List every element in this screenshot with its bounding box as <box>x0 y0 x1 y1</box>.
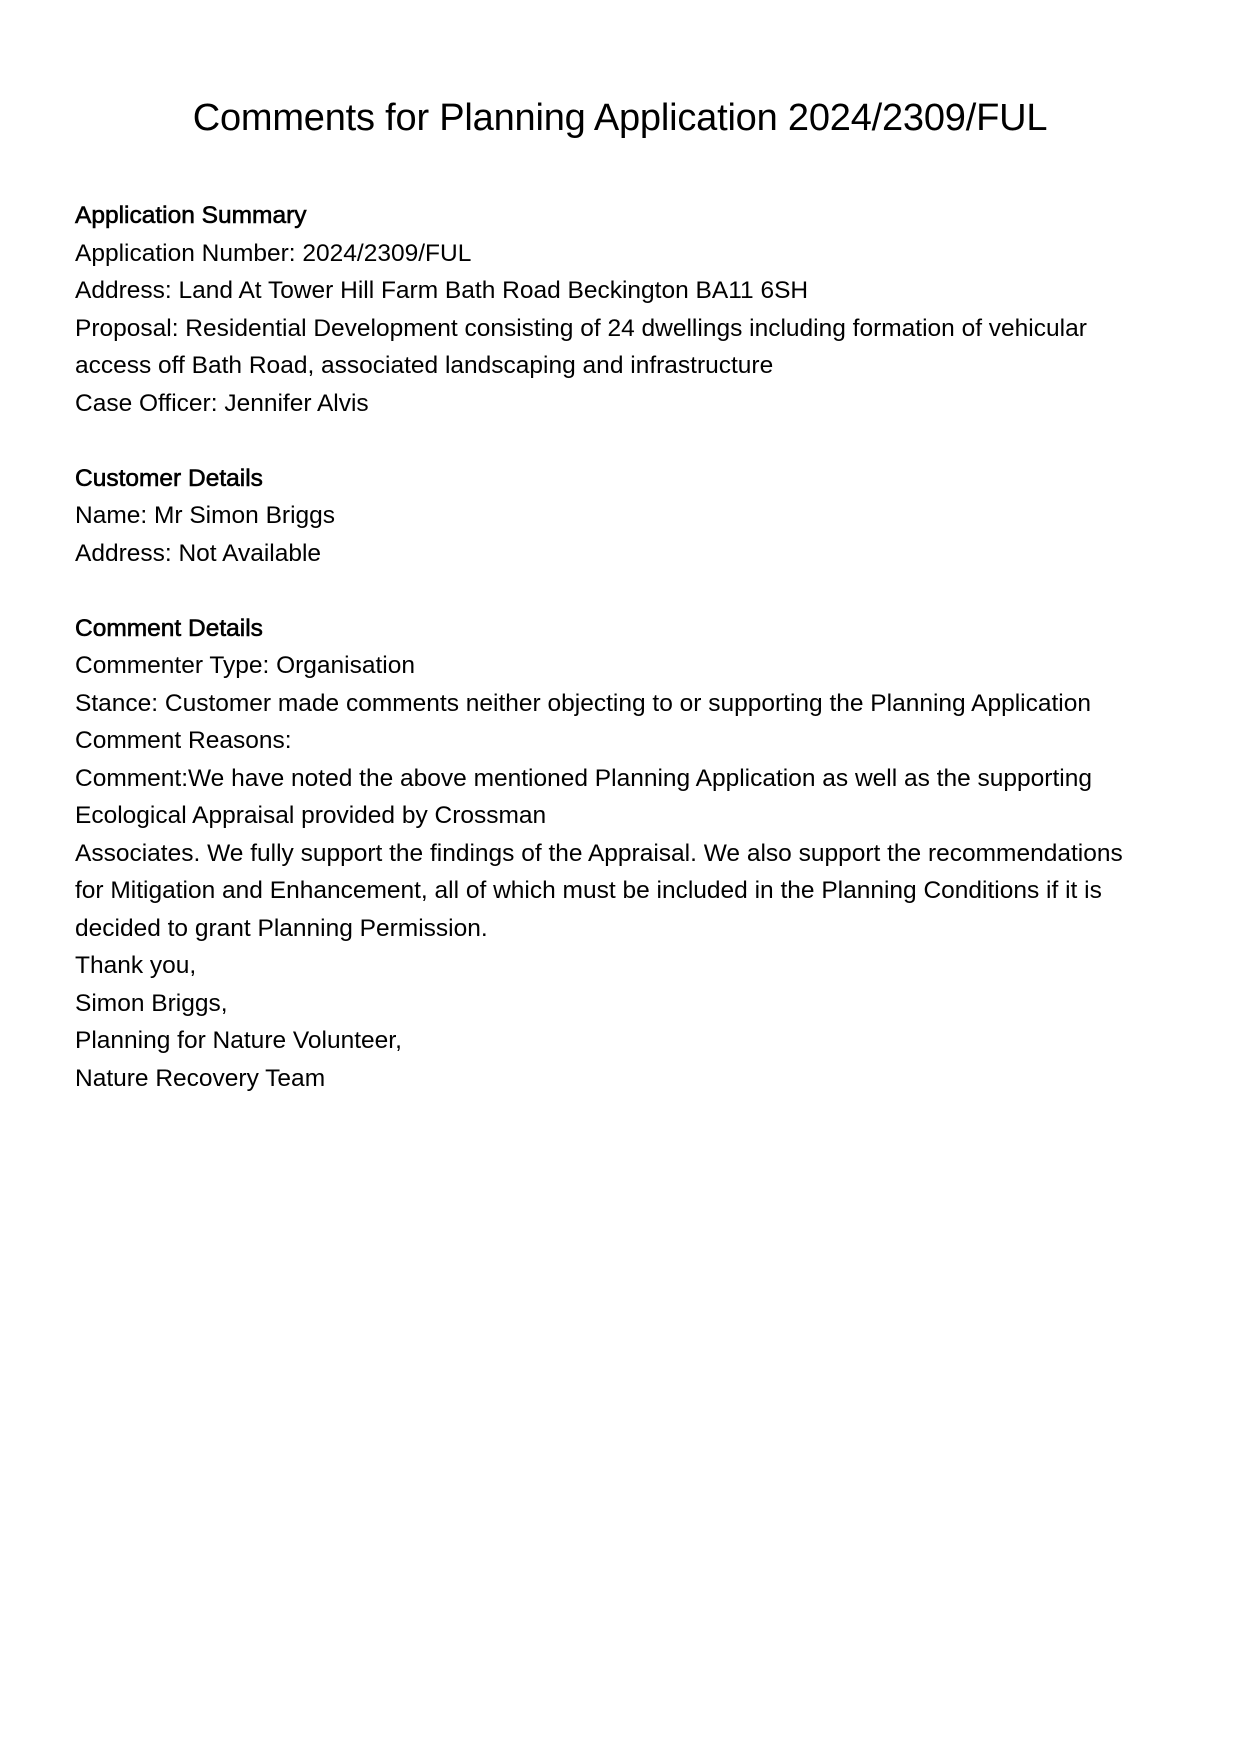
application-summary-section <box>75 197 1175 422</box>
comment-text-line: Ecological Appraisal provided by Crossman <box>75 802 547 829</box>
comment-text-line: Associates. We fully support the findings of the Appraisal. We also support the recommendations <box>75 839 1123 867</box>
document-body <box>75 197 1175 1097</box>
comment-details-section <box>75 610 1175 1098</box>
signatory-name-line: Simon Briggs, <box>75 989 228 1017</box>
proposal-line: Proposal: Residential Development consisting of 24 dwellings including formation of vehicular <box>75 314 1087 342</box>
application-summary-heading: Application Summary <box>75 202 307 229</box>
customer-details-heading: Customer Details <box>75 464 263 492</box>
signatory-team-line: Nature Recovery Team <box>75 1064 326 1092</box>
commenter-type-line: Commenter Type: Organisation <box>75 652 415 679</box>
comment-text-line: decided to grant Planning Permission. <box>75 914 488 942</box>
comment-details-heading: Comment Details <box>75 614 263 642</box>
comment-text-line: Comment:We have noted the above mentioned Planning Application as well as the supporting <box>75 764 1092 792</box>
case-officer-line: Case Officer: Jennifer Alvis <box>75 389 369 417</box>
stance-line: Stance: Customer made comments neither objecting to or supporting the Planning Application <box>75 689 1091 717</box>
customer-details-section <box>75 460 1175 573</box>
customer-address-line: Address: Not Available <box>75 539 322 567</box>
section-spacer <box>75 422 1175 460</box>
address-line: Address: Land At Tower Hill Farm Bath Road Beckington BA11 6SH <box>75 277 809 304</box>
sign-off-line: Thank you, <box>75 952 197 979</box>
document-title: Comments for Planning Application 2024/2309/FUL <box>192 97 1048 139</box>
comment-reasons-line: Comment Reasons: <box>75 727 292 754</box>
customer-name-line: Name: Mr Simon Briggs <box>75 502 336 529</box>
comment-text-line: for Mitigation and Enhancement, all of which must be included in the Planning Conditions if it is <box>75 877 1102 904</box>
signatory-role-line: Planning for Nature Volunteer, <box>75 1027 402 1054</box>
application-number-line: Application Number: 2024/2309/FUL <box>75 239 472 267</box>
proposal-line-continued: access off Bath Road, associated landscaping and infrastructure <box>75 352 774 379</box>
section-spacer <box>75 572 1175 610</box>
